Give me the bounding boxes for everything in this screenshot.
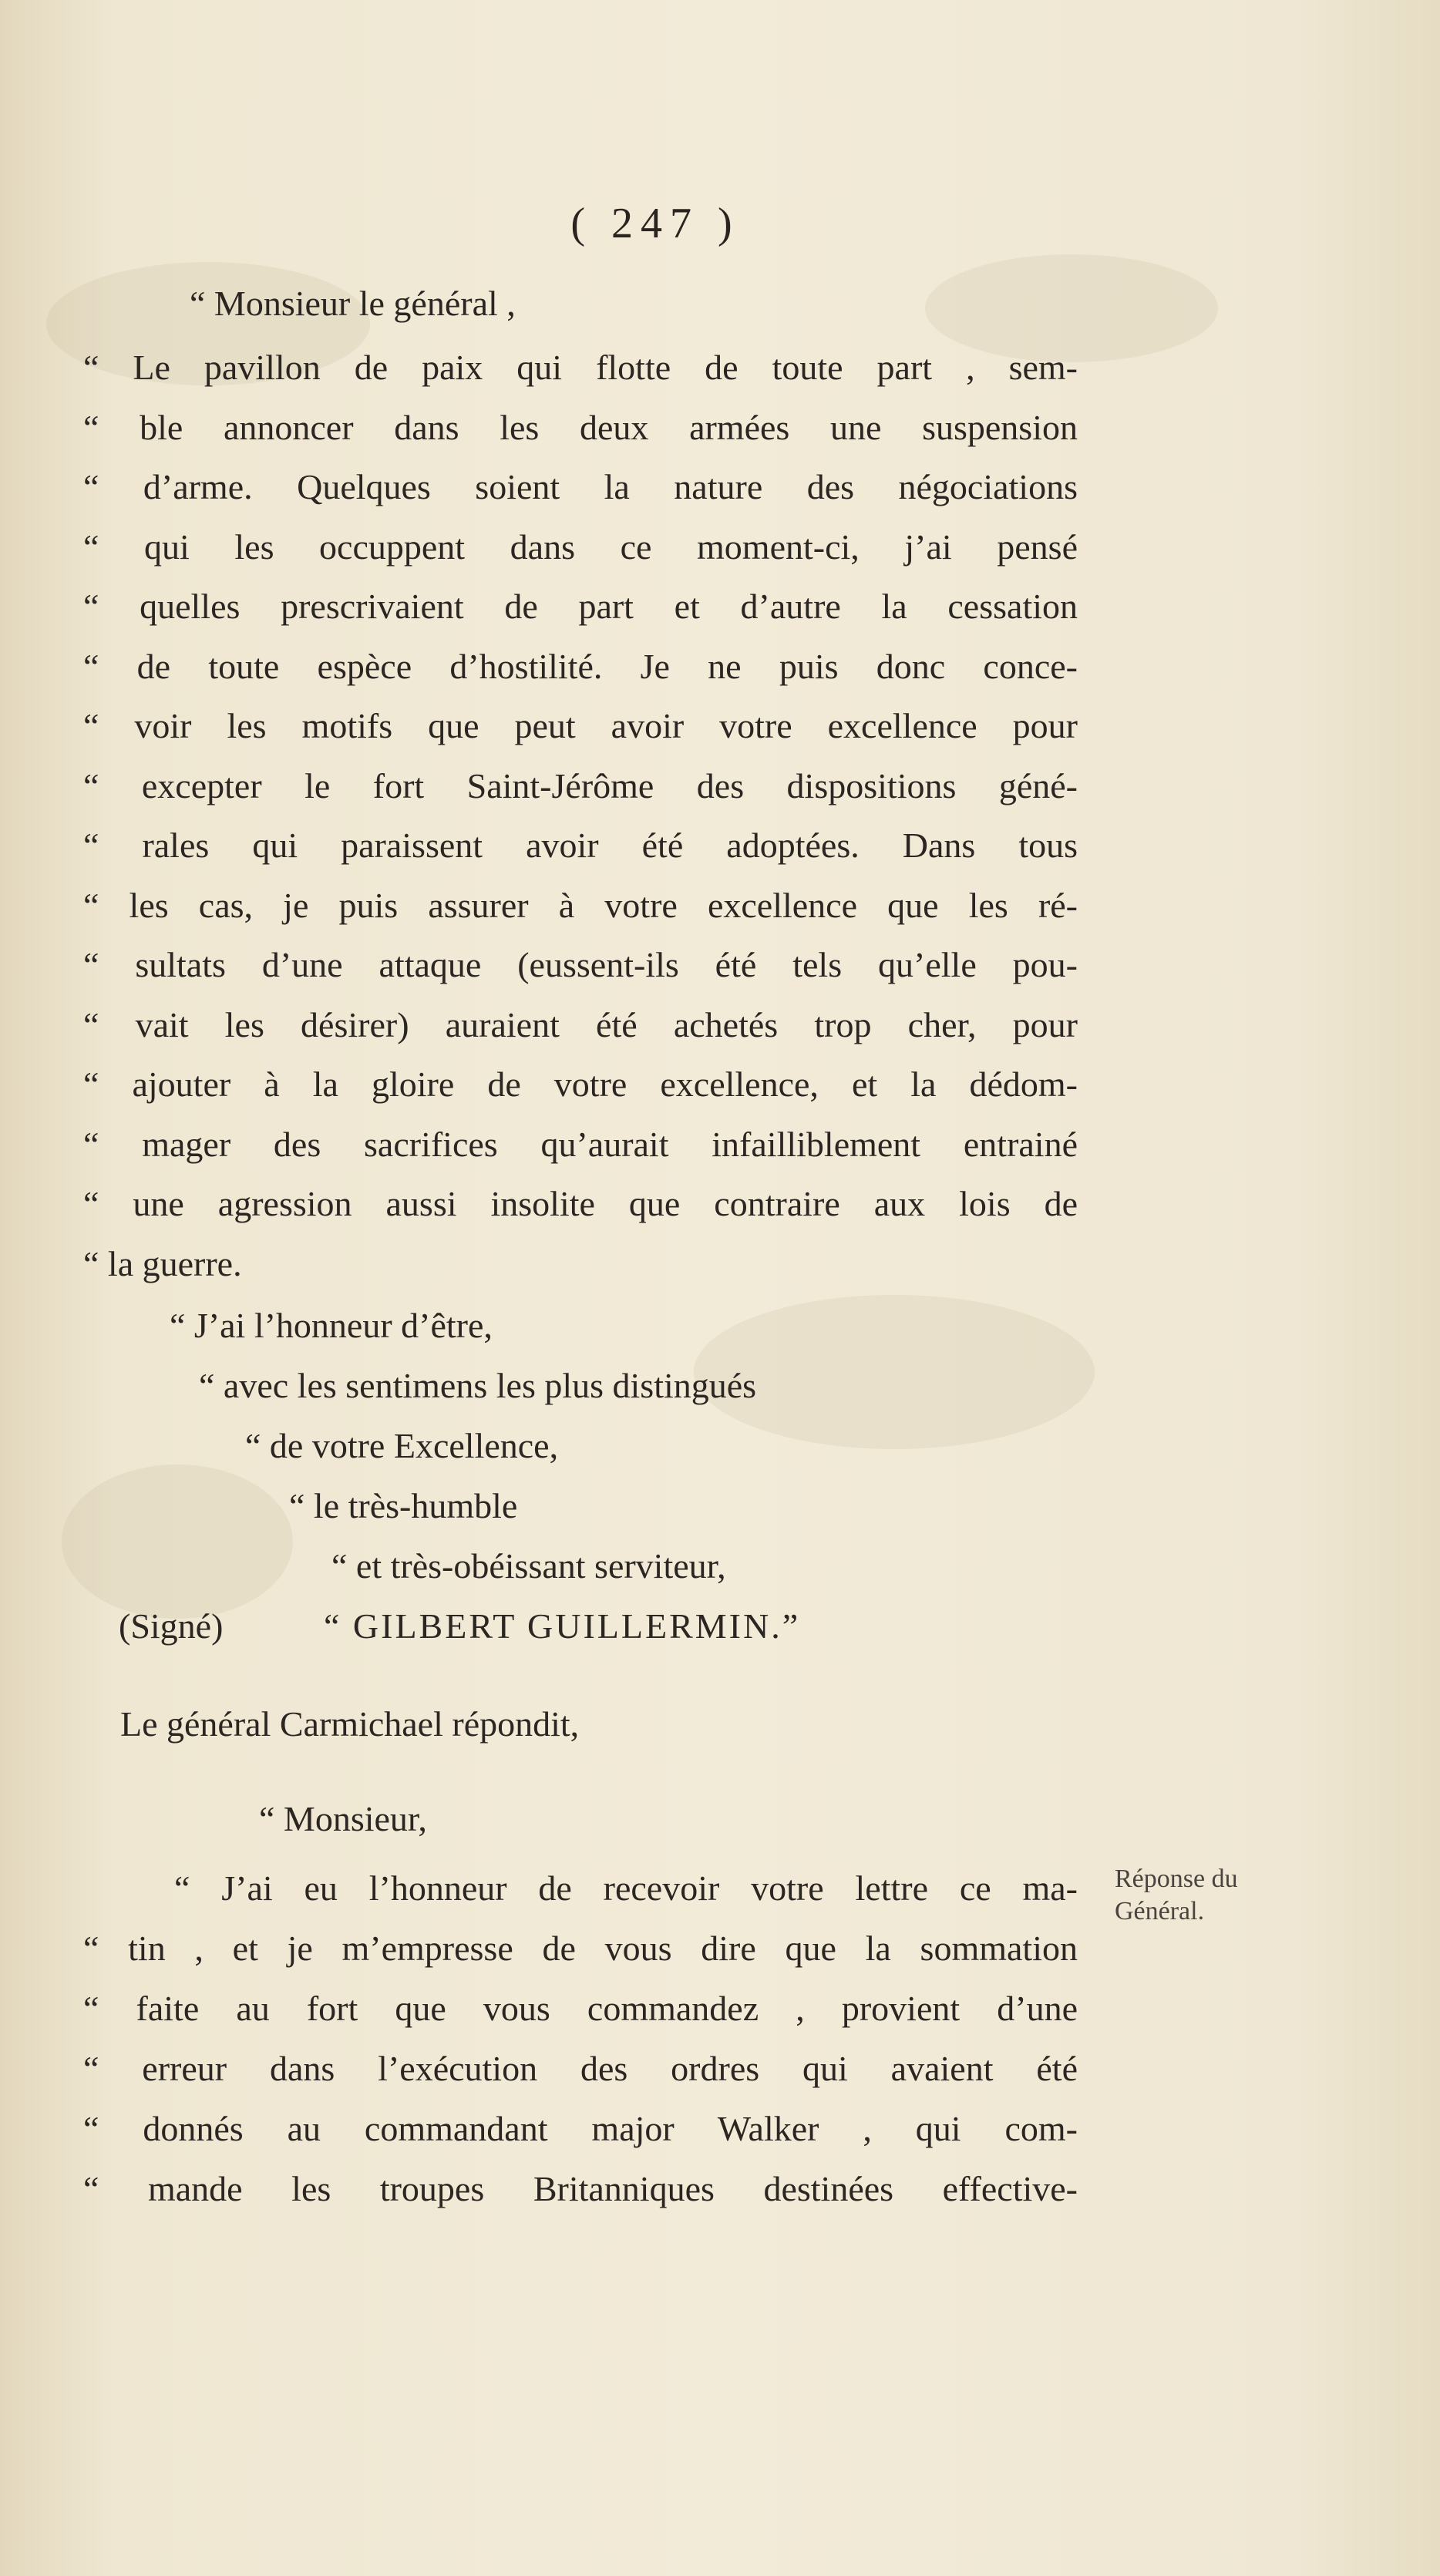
letter-salutation: “ Monsieur, [259, 1799, 427, 1838]
page-number-header: ( 247 ) [570, 200, 740, 247]
letter-line: “ ble annoncer dans les deux armées une suspension [83, 408, 1078, 447]
letter-line: “ ajouter à la gloire de votre excellence, et la dédom- [83, 1064, 1078, 1104]
letter-line: “ mager des sacrifices qu’aurait infailliblement entrainé [83, 1125, 1078, 1164]
margin-note-line: Général. [1115, 1897, 1205, 1925]
letter-line: “ voir les motifs que peut avoir votre excellence pour [83, 706, 1078, 745]
letter-line: “ donnés au commandant major Walker , qui com- [83, 2109, 1078, 2148]
letter-line: “ rales qui paraissent avoir été adoptées. Dans tous [83, 826, 1078, 865]
signature: “ GILBERT GUILLERMIN.” [324, 1606, 801, 1646]
letter-closing-line: “ de votre Excellence, [245, 1426, 559, 1465]
paper-stain [62, 1465, 293, 1619]
narration-line: Le général Carmichael répondit, [120, 1704, 580, 1744]
letter-closing-line: “ J’ai l’honneur d’être, [170, 1306, 493, 1345]
letter-line: “ Le pavillon de paix qui flotte de toute part , sem- [83, 348, 1078, 387]
letter-line: “ tin , et je m’empresse de vous dire que la sommation [83, 1929, 1078, 1968]
letter-line: “ d’arme. Quelques soient la nature des négociations [83, 467, 1078, 506]
signed-label: (Signé) [119, 1606, 224, 1646]
letter-line: “ sultats d’une attaque (eussent-ils été tels qu’elle pou- [83, 945, 1078, 984]
letter-line: “ erreur dans l’exécution des ordres qui avaient été [83, 2049, 1078, 2088]
margin-note-line: Réponse du [1115, 1865, 1238, 1893]
letter-salutation: “ Monsieur le général , [190, 284, 516, 323]
letter-line: “ quelles prescrivaient de part et d’autre la cessation [83, 587, 1078, 626]
letter-line: “ de toute espèce d’hostilité. Je ne puis donc conce- [83, 647, 1078, 686]
letter-line: “ mande les troupes Britanniques destinées effective- [83, 2169, 1078, 2208]
letter-line: “ une agression aussi insolite que contraire aux lois de [83, 1184, 1078, 1223]
letter-line: “ vait les désirer) auraient été achetés trop cher, pour [83, 1005, 1078, 1044]
letter-line: “ excepter le fort Saint-Jérôme des dispositions géné- [83, 766, 1078, 805]
letter-line: “ la guerre. [83, 1244, 242, 1283]
letter-line: “ J’ai eu l’honneur de recevoir votre lettre ce ma- [174, 1868, 1078, 1908]
letter-closing-line: “ et très-obéissant serviteur, [331, 1546, 726, 1586]
letter-line: “ les cas, je puis assurer à votre excellence que les ré- [83, 886, 1078, 925]
letter-closing-line: “ le très-humble [289, 1486, 518, 1525]
letter-closing-line: “ avec les sentimens les plus distingués [199, 1366, 757, 1405]
letter-line: “ faite au fort que vous commandez , provient d’une [83, 1989, 1078, 2028]
letter-line: “ qui les occuppent dans ce moment-ci, j’ai pensé [83, 527, 1078, 567]
